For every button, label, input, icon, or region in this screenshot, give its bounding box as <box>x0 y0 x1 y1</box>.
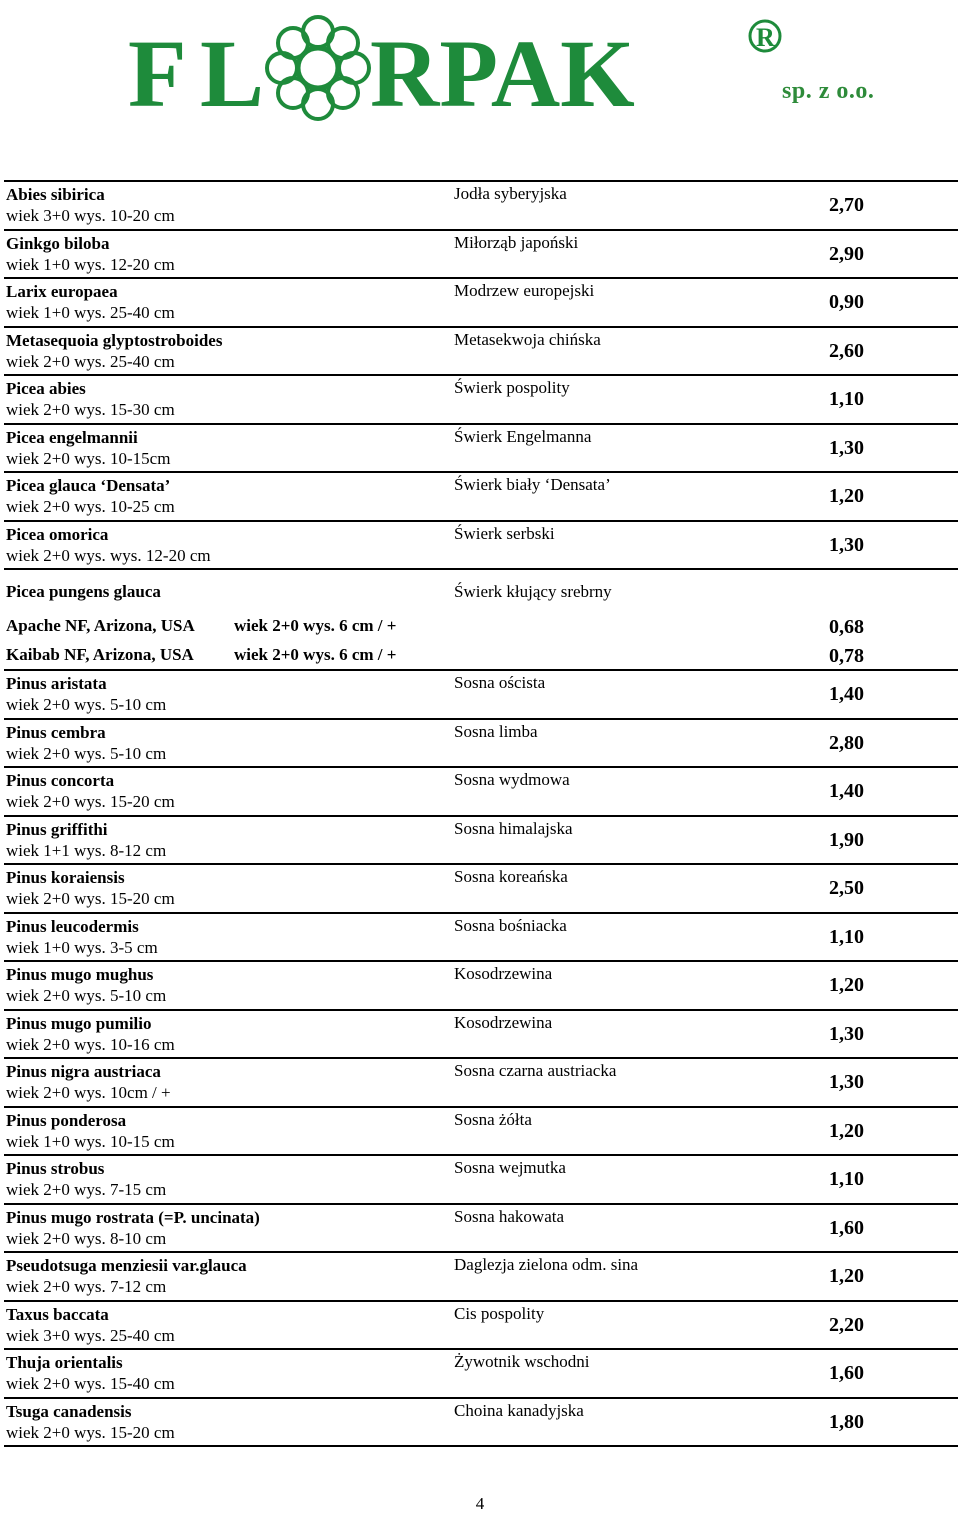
plant-detail: wiek 3+0 wys. 25-40 cm <box>6 1325 175 1345</box>
variant-origin: Kaibab NF, Arizona, USA <box>6 645 194 664</box>
plant-detail: wiek 1+0 wys. 25-40 cm <box>6 303 175 322</box>
group-variants-list <box>4 608 958 671</box>
latin-name: Tsuga canadensis <box>6 1401 132 1421</box>
variant-row <box>4 608 958 637</box>
bottom-items-list <box>4 671 958 1447</box>
latin-name: Pinus griffithi <box>6 819 108 839</box>
plant-detail: wiek 3+0 wys. 10-20 cm <box>6 206 175 225</box>
variant-detail: wiek 2+0 wys. 6 cm / + <box>234 616 397 635</box>
price-value: 2,20 <box>829 1313 864 1336</box>
variant-detail: wiek 2+0 wys. 6 cm / + <box>234 645 397 664</box>
group-latin-name: Picea pungens glauca <box>6 582 161 601</box>
table-row <box>4 865 958 914</box>
polish-name: Metasekwoja chińska <box>454 329 601 349</box>
price-value: 1,10 <box>829 925 864 948</box>
table-row <box>4 1156 958 1205</box>
plant-detail: wiek 2+0 wys. 5-10 cm <box>6 986 167 1005</box>
plant-detail: wiek 2+0 wys. 5-10 cm <box>6 695 167 714</box>
price-value: 2,80 <box>829 731 864 754</box>
table-row <box>4 376 958 425</box>
plant-detail: wiek 2+0 wys. 10-16 cm <box>6 1034 175 1054</box>
polish-name: Daglezja zielona odm. sina <box>454 1255 639 1274</box>
plant-detail: wiek 2+0 wys. wys. 12-20 cm <box>6 545 211 565</box>
price-value: 1,30 <box>829 436 864 459</box>
polish-name: Kosodrzewina <box>454 1012 553 1032</box>
plant-detail: wiek 2+0 wys. 15-20 cm <box>6 889 175 908</box>
price-value: 1,80 <box>829 1410 864 1433</box>
plant-detail: wiek 2+0 wys. 7-12 cm <box>6 1277 167 1296</box>
latin-name: Picea omorica <box>6 524 109 544</box>
polish-name: Sosna wejmutka <box>454 1158 566 1177</box>
variant-row <box>4 637 958 671</box>
price-value: 0,90 <box>829 291 864 313</box>
group-polish-name: Świerk kłujący srebrny <box>454 582 612 601</box>
page-number: 4 <box>475 1494 485 1513</box>
price-value: 1,60 <box>829 1362 864 1384</box>
price-value: 1,20 <box>829 1265 864 1287</box>
plant-detail: wiek 2+0 wys. 7-15 cm <box>6 1180 167 1199</box>
table-row <box>4 962 958 1011</box>
price-value: 1,30 <box>829 1071 864 1093</box>
price-value: 0,68 <box>829 616 864 638</box>
polish-name: Sosna limba <box>454 721 538 741</box>
plant-detail: wiek 1+0 wys. 10-15 cm <box>6 1131 175 1151</box>
table-row <box>4 768 958 817</box>
group-header-row <box>4 570 958 608</box>
latin-name: Taxus baccata <box>6 1304 109 1324</box>
latin-name: Pinus mugo mughus <box>6 965 154 984</box>
plant-detail: wiek 2+0 wys. 10-15cm <box>6 448 171 468</box>
polish-name: Sosna żółta <box>454 1109 532 1129</box>
polish-name: Świerk serbski <box>454 523 555 543</box>
table-row <box>4 914 958 963</box>
latin-name: Picea engelmannii <box>6 427 138 447</box>
plant-detail: wiek 2+0 wys. 15-40 cm <box>6 1374 175 1393</box>
polish-name: Modrzew europejski <box>454 281 595 300</box>
latin-name: Metasequoia glyptostroboides <box>6 330 223 350</box>
polish-name: Sosna czarna austriacka <box>454 1061 617 1080</box>
plant-detail: wiek 2+0 wys. 15-20 cm <box>6 1422 175 1442</box>
table-row <box>4 522 958 571</box>
polish-name: Sosna koreańska <box>454 867 568 886</box>
polish-name: Świerk pospolity <box>454 378 570 397</box>
table-row <box>4 1302 958 1351</box>
table-row <box>4 1399 958 1448</box>
table-row <box>4 671 958 720</box>
latin-name: Pinus mugo rostrata (=P. uncinata) <box>6 1207 260 1227</box>
logo-letter-l: L <box>200 20 265 127</box>
price-value: 1,20 <box>829 974 864 996</box>
table-row <box>4 473 958 522</box>
table-row <box>4 182 958 231</box>
variant-origin: Apache NF, Arizona, USA <box>6 616 195 635</box>
plant-detail: wiek 2+0 wys. 8-10 cm <box>6 1228 167 1248</box>
price-value: 2,70 <box>829 194 864 216</box>
polish-name: Sosna wydmowa <box>454 770 570 789</box>
flower-icon <box>267 17 369 119</box>
top-items-list <box>4 182 958 570</box>
latin-name: Thuja orientalis <box>6 1353 123 1372</box>
table-row <box>4 279 958 328</box>
polish-name: Sosna hakowata <box>454 1206 565 1226</box>
latin-name: Pseudotsuga menziesii var.glauca <box>6 1256 247 1275</box>
polish-name: Kosodrzewina <box>454 964 553 983</box>
table-row <box>4 425 958 474</box>
polish-name: Żywotnik wschodni <box>454 1352 590 1371</box>
latin-name: Pinus strobus <box>6 1159 105 1178</box>
company-suffix: sp. z o.o. <box>782 78 875 104</box>
price-value: 1,10 <box>829 388 864 410</box>
table-row <box>4 1011 958 1060</box>
price-value: 1,20 <box>829 485 864 507</box>
latin-name: Larix europaea <box>6 282 118 301</box>
registered-mark: R <box>756 23 775 52</box>
plant-detail: wiek 1+0 wys. 3-5 cm <box>6 937 158 957</box>
table-row <box>4 231 958 280</box>
table-row <box>4 817 958 866</box>
latin-name: Pinus ponderosa <box>6 1110 127 1130</box>
table-row <box>4 720 958 769</box>
logo-letter-f: F <box>128 20 187 127</box>
price-value: 1,30 <box>829 1022 864 1045</box>
plant-detail: wiek 2+0 wys. 25-40 cm <box>6 351 175 371</box>
plant-detail: wiek 1+0 wys. 12-20 cm <box>6 254 175 274</box>
table-row <box>4 328 958 377</box>
plant-detail: wiek 2+0 wys. 5-10 cm <box>6 743 167 763</box>
polish-name: Jodła syberyjska <box>454 184 567 203</box>
price-value: 2,60 <box>829 339 864 362</box>
table-row <box>4 1205 958 1254</box>
polish-name: Świerk biały ‘Densata’ <box>454 475 611 494</box>
plant-detail: wiek 2+0 wys. 15-30 cm <box>6 400 175 419</box>
price-value: 1,10 <box>829 1168 864 1190</box>
price-list <box>4 180 958 1447</box>
latin-name: Pinus aristata <box>6 674 107 693</box>
plant-detail: wiek 2+0 wys. 10cm / + <box>6 1083 171 1102</box>
table-row <box>4 1108 958 1157</box>
price-value: 1,60 <box>829 1216 864 1239</box>
latin-name: Pinus concorta <box>6 771 115 790</box>
plant-detail: wiek 1+1 wys. 8-12 cm <box>6 840 167 860</box>
latin-name: Pinus koraiensis <box>6 868 125 887</box>
polish-name: Sosna oścista <box>454 673 546 692</box>
price-value: 1,40 <box>829 780 864 802</box>
price-value: 1,90 <box>829 828 864 851</box>
table-row <box>4 1059 958 1108</box>
latin-name: Pinus cembra <box>6 722 106 742</box>
price-value: 1,20 <box>829 1119 864 1142</box>
price-value: 2,50 <box>829 877 864 899</box>
latin-name: Pinus leucodermis <box>6 916 139 936</box>
price-value: 2,90 <box>829 242 864 265</box>
latin-name: Picea glauca ‘Densata’ <box>6 476 171 495</box>
latin-name: Ginkgo biloba <box>6 233 110 253</box>
latin-name: Abies sibirica <box>6 185 105 204</box>
page-header <box>0 0 960 150</box>
polish-name: Choina kanadyjska <box>454 1400 584 1420</box>
price-value: 1,30 <box>829 533 864 556</box>
latin-name: Picea abies <box>6 379 86 398</box>
polish-name: Sosna himalajska <box>454 818 573 838</box>
logo-letters-rpak: RPAK <box>370 20 635 127</box>
polish-name: Sosna bośniacka <box>454 915 567 935</box>
plant-detail: wiek 2+0 wys. 15-20 cm <box>6 792 175 811</box>
table-row <box>4 1253 958 1302</box>
price-value: 1,40 <box>829 683 864 705</box>
polish-name: Świerk Engelmanna <box>454 426 592 446</box>
latin-name: Pinus nigra austriaca <box>6 1062 161 1081</box>
polish-name: Cis pospolity <box>454 1303 545 1323</box>
table-row <box>4 1350 958 1399</box>
latin-name: Pinus mugo pumilio <box>6 1013 152 1033</box>
price-value: 0,78 <box>829 645 864 667</box>
polish-name: Miłorząb japoński <box>454 232 579 252</box>
florpak-logo <box>128 6 788 134</box>
plant-detail: wiek 2+0 wys. 10-25 cm <box>6 497 175 516</box>
